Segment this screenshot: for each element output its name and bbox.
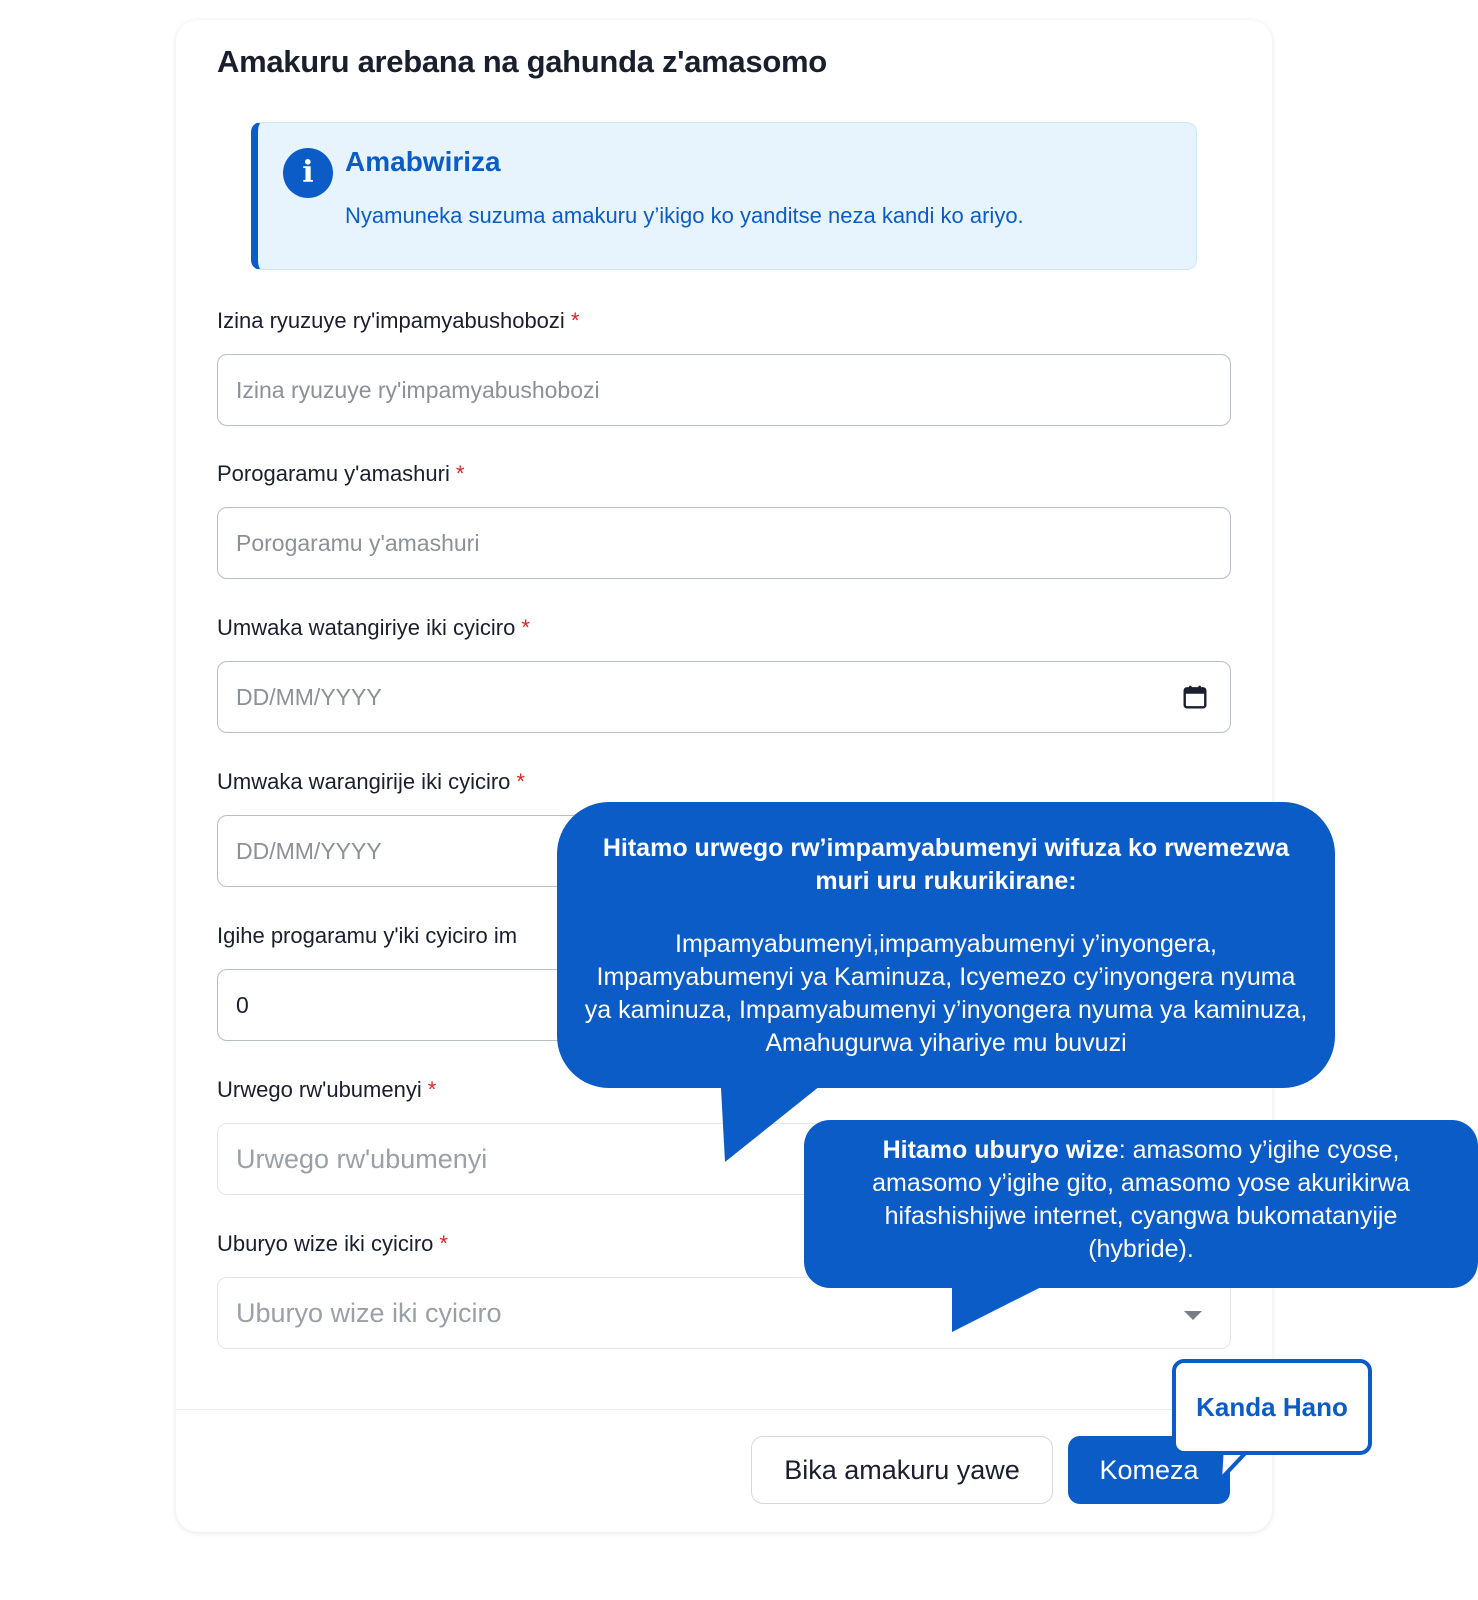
program-duration-input[interactable]: 0 bbox=[217, 969, 1231, 1041]
callout-mode-tail bbox=[950, 1280, 1060, 1340]
continue-button[interactable]: Komeza bbox=[1068, 1436, 1230, 1504]
footer-divider bbox=[176, 1409, 1272, 1410]
callout-level-title: Hitamo urwego rw’impamyabumenyi wifuza ko rwemezwa muri uru rukurikirane: bbox=[602, 834, 1290, 895]
program-duration-label: Igihe progaramu y'iki cyiciro im bbox=[217, 923, 518, 948]
info-icon: i bbox=[283, 148, 333, 198]
level-select[interactable]: Urwego rw'ubumenyi bbox=[217, 1123, 1231, 1195]
degree-name-label: Izina ryuzuye ry'impamyabushobozi * bbox=[217, 308, 580, 333]
calendar-icon[interactable] bbox=[1182, 684, 1208, 710]
instructions-alert bbox=[251, 122, 1197, 270]
section-title: Amakuru arebana na gahunda z'amasomo bbox=[217, 44, 827, 79]
start-date-label: Umwaka watangiriye iki cyiciro * bbox=[217, 615, 530, 640]
chevron-down-icon[interactable] bbox=[1184, 1311, 1202, 1320]
callout-level-body: Impamyabumenyi,impamyabumenyi y’inyongera, Impamyabumenyi ya Kaminuza, Icyemezo cy’inyongera nyuma ya kaminuza, Impamyabumenyi y’inyongera nyuma ya kaminuza, Amahugurwa yihariye mu buvuzi bbox=[584, 930, 1308, 1057]
degree-name-input[interactable]: Izina ryuzuye ry'impamyabushobozi bbox=[217, 354, 1231, 426]
program-label: Porogaramu y'amashuri * bbox=[217, 461, 465, 486]
alert-text: Nyamuneka suzuma amakuru y’ikigo ko yanditse neza kandi ko ariyo. bbox=[345, 203, 1024, 228]
study-mode-select[interactable]: Uburyo wize iki cyiciro bbox=[217, 1277, 1231, 1349]
click-here-hint: Kanda Hano bbox=[1172, 1359, 1372, 1455]
callout-mode-title: Hitamo uburyo wize bbox=[882, 1136, 1119, 1164]
program-input[interactable]: Porogaramu y'amashuri bbox=[217, 507, 1231, 579]
alert-title: Amabwiriza bbox=[345, 146, 501, 177]
callout-mode bbox=[804, 1120, 1478, 1288]
save-draft-button[interactable]: Bika amakuru yawe bbox=[751, 1436, 1053, 1504]
callout-mode-body: : amasomo y’igihe cyose, amasomo y’igihe gito, amasomo yose akurikirwa hifashishijwe internet, cyangwa bukomatanyije (hybride). bbox=[872, 1136, 1410, 1263]
study-mode-label: Uburyo wize iki cyiciro * bbox=[217, 1231, 448, 1256]
end-date-label: Umwaka warangirije iki cyiciro * bbox=[217, 769, 525, 794]
level-label: Urwego rw'ubumenyi * bbox=[217, 1077, 437, 1102]
callout-level bbox=[557, 802, 1335, 1088]
start-date-input[interactable]: DD/MM/YYYY bbox=[217, 661, 1231, 733]
end-date-input[interactable]: DD/MM/YYYY bbox=[217, 815, 1231, 887]
